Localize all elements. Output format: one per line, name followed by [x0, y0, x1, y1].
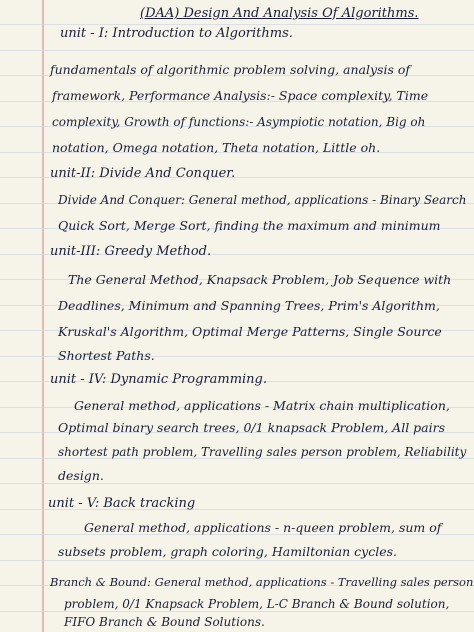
unit-2-line-1: Divide And Conquer: General method, applications - Binary Search	[58, 193, 467, 207]
unit-4-heading: unit - IV: Dynamic Programming.	[50, 372, 268, 387]
unit-5-heading: unit - V: Back tracking	[48, 496, 196, 511]
branch-bound-line-3: FIFO Branch & Bound Solutions.	[64, 615, 265, 629]
unit-5-line-2: subsets problem, graph coloring, Hamiltonian cycles.	[58, 544, 397, 559]
ruled-line	[0, 50, 474, 51]
branch-bound-line-1: Branch & Bound: General method, applications - Travelling sales person	[50, 575, 474, 589]
unit-1-heading: unit - I: Introduction to Algorithms.	[60, 26, 293, 41]
ruled-line	[0, 560, 474, 561]
margin-line	[42, 0, 44, 632]
unit-1-line-4: notation, Omega notation, Theta notation, Little oh.	[52, 140, 381, 155]
unit-2-line-2: Quick Sort, Merge Sort, finding the maximum and minimum	[58, 218, 441, 233]
ruled-line	[0, 24, 474, 25]
unit-3-heading: unit-III: Greedy Method.	[50, 244, 212, 259]
unit-4-line-2: Optimal binary search trees, 0/1 knapsack Problem, All pairs	[58, 420, 446, 435]
unit-1-line-2: framework, Performance Analysis:- Space complexity, Time	[52, 88, 429, 103]
unit-3-line-4: Shortest Paths.	[58, 348, 155, 363]
unit-3-line-1: The General Method, Knapsack Problem, Job Sequence with	[68, 272, 452, 287]
unit-1-line-3: complexity, Growth of functions:- Asympiotic notation, Big oh	[52, 115, 426, 129]
branch-bound-line-2: problem, 0/1 Knapsack Problem, L-C Branch & Bound solution,	[64, 597, 450, 611]
unit-3-line-3: Kruskal's Algorithm, Optimal Merge Patterns, Single Source	[58, 324, 442, 339]
unit-2-heading: unit-II: Divide And Conquer.	[50, 166, 236, 181]
unit-1-line-1: fundamentals of algorithmic problem solving, analysis of	[50, 62, 411, 77]
unit-5-line-1: General method, applications - n-queen problem, sum of	[84, 520, 442, 535]
page-title: (DAA) Design And Analysis Of Algorithms.	[140, 6, 419, 21]
unit-4-line-3: shortest path problem, Travelling sales person problem, Reliability	[58, 445, 467, 459]
unit-3-line-2: Deadlines, Minimum and Spanning Trees, Prim's Algorithm,	[58, 298, 440, 313]
unit-4-line-1: General method, applications - Matrix chain multiplication,	[74, 398, 450, 413]
unit-4-line-4: design.	[58, 468, 104, 483]
